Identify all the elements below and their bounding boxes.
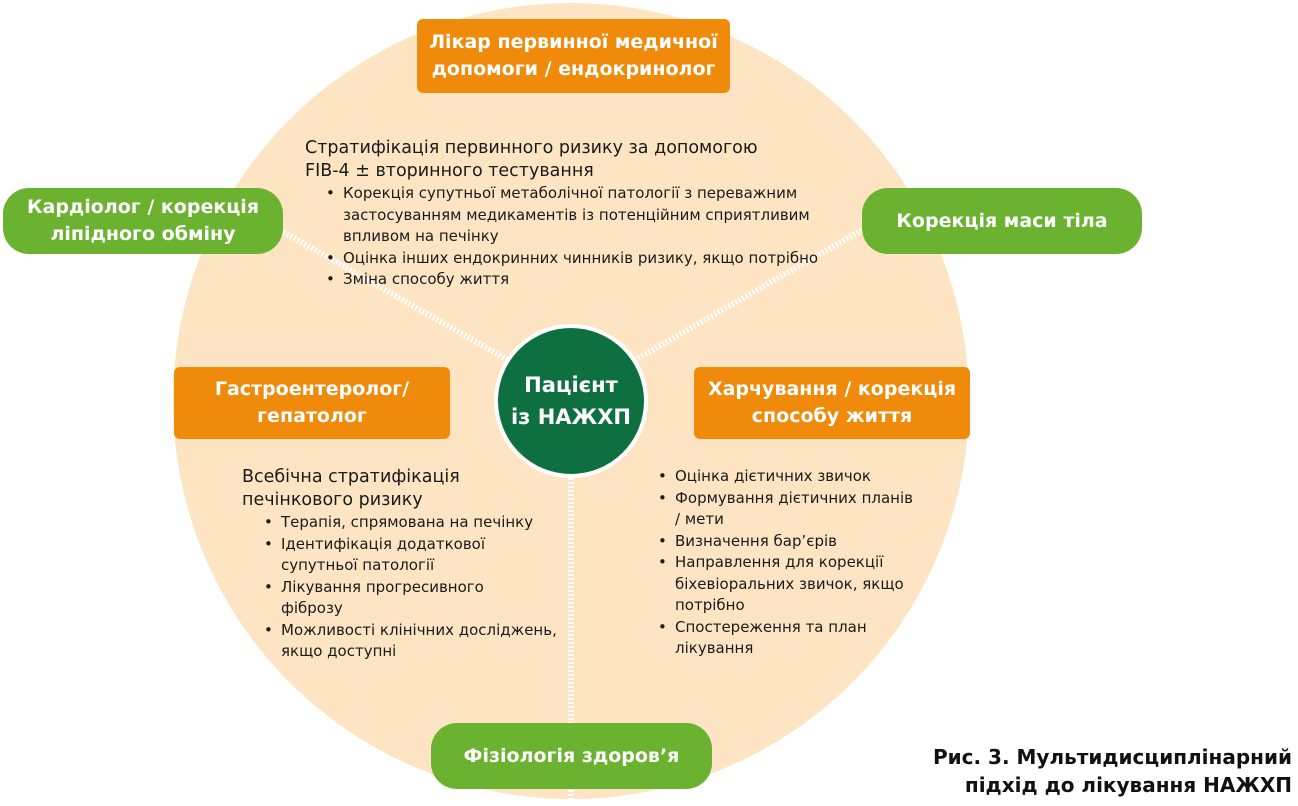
center-patient-label: Пацієнт із НАЖХП [510,373,631,429]
role-physiology-label: Фізіологія здоров’я [463,744,680,767]
caption-line-2: підхід до лікування НАЖХП [964,773,1292,797]
caption-line-1: Рис. 3. Мультидисциплінарний [932,745,1292,769]
list-item: • Корекція супутньої метаболічної патології з переважним застосуванням медикаментів із потенційним сприятливим впливом на печінку [323,183,865,248]
list-item: • Спостереження та план лікування [655,617,955,660]
role-gastroenterologist [174,367,450,439]
role-physiology [431,723,712,789]
list-item: • Формування дієтичних планів / мети [655,488,955,531]
list-item: • Ідентифікація додаткової супутньої патології [261,534,582,577]
list-item: • Визначення бар’єрів [655,531,955,553]
list-item: • Лікування прогресивного фіброзу [261,577,582,620]
role-gastroenterologist-label: Гастроентеролог/ гепатолог [214,378,410,427]
role-cardiologist-label: Кардіолог / корекція ліпідного обміну [26,196,260,245]
list-item: • Терапія, спрямована на печінку [261,512,582,534]
list-item: • Зміна способу життя [323,269,865,291]
nutrition-block [655,466,955,660]
role-cardiologist [3,188,283,254]
gastro-heading: Всебічна стратифікація печінкового ризику [242,467,460,510]
center-patient [494,324,648,478]
list-item: • Направлення для корекції біхевіоральних звичок, якщо потрібно [655,552,955,617]
role-primary-care-label: Лікар первинної медичної допомоги / ендокринолог [429,31,718,80]
list-item: • Оцінка інших ендокринних чинників ризику, якщо потрібно [323,248,865,270]
role-nutrition [694,367,970,439]
primary-care-block [305,137,865,291]
role-primary-care [417,19,730,93]
gastro-list [261,512,582,663]
primary-care-list [323,183,865,291]
gastro-block [242,466,582,663]
figure-caption [892,743,1292,799]
role-nutrition-label: Харчування / корекція способу життя [707,378,957,427]
primary-care-heading: Стратифікація первинного ризику за допомогою FIB-4 ± вторинного тестування [305,138,758,181]
nutrition-list [655,466,955,660]
role-weight-correction [862,188,1142,254]
list-item: • Оцінка дієтичних звичок [655,466,955,488]
role-weight-correction-label: Корекція маси тіла [896,209,1108,232]
list-item: • Можливості клінічних досліджень, якщо доступні [261,620,582,663]
